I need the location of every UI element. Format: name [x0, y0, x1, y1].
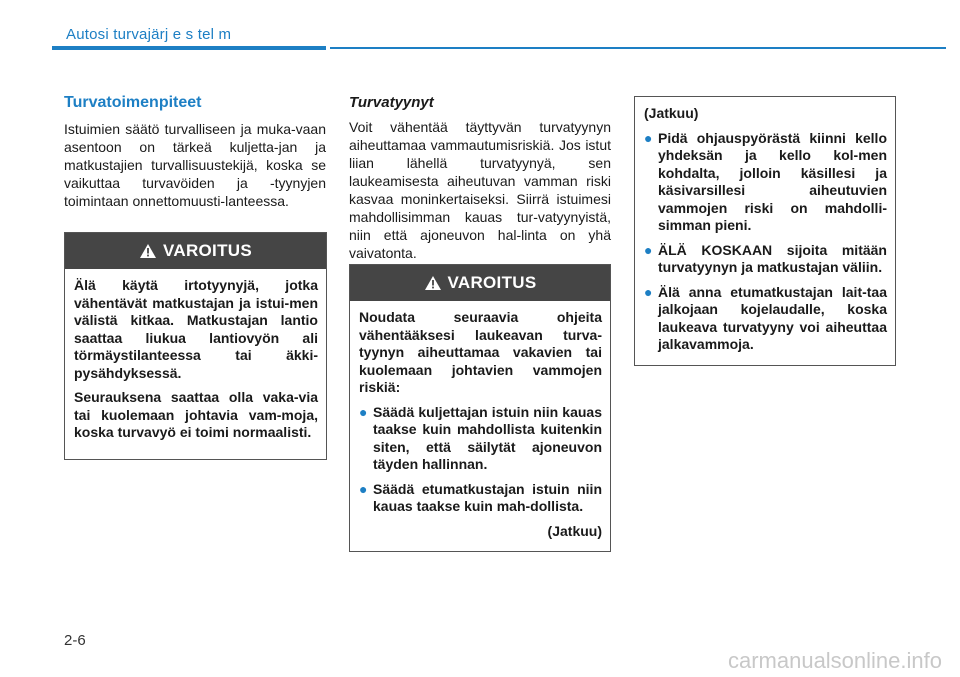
watermark: carmanualsonline.info — [727, 648, 942, 673]
bullet-icon: ● — [359, 403, 368, 420]
list-item-text: Pidä ohjauspyörästä kiinni kello yhdeksän ja kello kol-men kohdalta, jolloin käsillesi ja käsivarsillesi aiheutuvien vammojen riski on mahdolli-simman pieni. — [658, 129, 887, 233]
header-title: Autosi turvajärj e s tel m — [66, 26, 232, 43]
header-bar-left — [52, 46, 326, 50]
bullet-icon: ● — [359, 480, 368, 497]
page-number: 2-6 — [64, 632, 86, 649]
warning-header — [350, 265, 610, 301]
warning-text: Seurauksena saattaa olla vaka-via tai kuolemaan johtavia vam-moja, koska turvavyö ei toimi normaalisti. — [74, 389, 318, 440]
bullet-icon: ● — [644, 283, 653, 300]
continued-label: (Jatkuu) — [644, 105, 699, 121]
warning-box-continued — [634, 96, 896, 366]
header-bar-right — [330, 47, 946, 49]
list-item — [359, 481, 602, 516]
section-title-safety: Turvatoimenpiteet — [64, 94, 202, 111]
warning-label: VAROITUS — [163, 241, 252, 260]
warning-triangle-icon — [424, 275, 442, 291]
section-title-airbags: Turvatyynyt — [349, 94, 434, 111]
list-item-text: Älä anna etumatkustajan lait-taa jalkojaan kojelaudalle, koska laukeava turvatyyny voi aiheuttaa jalkavammoja. — [658, 283, 887, 352]
paragraph-airbags: Voit vähentää täyttyvän turvatyynyn aiheuttamaa vammautumisriskiä. Jos istut liian lähellä turvatyynyä, sen laukeamisesta aiheutuvan vamman riski kasvaa moninkertaiseksi. Siirrä istuimesi mahdollisimman kauas tur-vatyynyistä, niin että ajoneuvon hal-linta on yhä vaivatonta. — [349, 119, 611, 261]
list-item — [644, 130, 887, 235]
warning-label: VAROITUS — [447, 273, 537, 292]
warning-text: Älä käytä irtotyynyjä, jotka vähentävät matkustajan ja istui-men välistä kitkaa. Matkustajan lantio saattaa liukua lantiovyön ali törmäystilanteessa tai äkki-pysähdyksessä. — [74, 277, 318, 381]
paragraph-safety: Istuimien säätö turvalliseen ja muka-vaan asentoon on tärkeä kuljetta-jan ja matkustajien turvallisuustekijä, koska se vaikuttaa turvavöiden ja -tyynyjen toimintaan onnettomuusti-lanteessa. — [64, 121, 326, 209]
list-item — [359, 404, 602, 474]
warning-body — [65, 269, 326, 450]
warning-body — [635, 97, 895, 369]
warning-text: Noudata seuraavia ohjeita vähentääksesi laukeavan turva-tyynyn aiheuttamaa vakavien tai kuolemaan johtavien vammojen riskiä: — [359, 309, 602, 395]
list-item-text: ÄLÄ KOSKAAN sijoita mitään turvatyynyn ja matkustajan väliin. — [658, 241, 887, 275]
list-item — [644, 242, 887, 277]
warning-box-cushions — [64, 232, 327, 460]
bullet-icon: ● — [644, 129, 653, 146]
list-item-text: Säädä etumatkustajan istuin niin kauas taakse kuin mah-dollista. — [373, 480, 602, 514]
bullet-icon: ● — [644, 241, 653, 258]
warning-triangle-icon — [139, 243, 157, 259]
list-item-text: Säädä kuljettajan istuin niin kauas taakse kuin mahdollista kuitenkin siten, että säilytät ajoneuvon täyden hallinnan. — [373, 403, 602, 472]
continued-label: (Jatkuu) — [547, 522, 602, 539]
warning-body — [350, 301, 610, 548]
warning-box-airbags — [349, 264, 611, 552]
list-item — [644, 284, 887, 354]
warning-header — [65, 233, 326, 269]
